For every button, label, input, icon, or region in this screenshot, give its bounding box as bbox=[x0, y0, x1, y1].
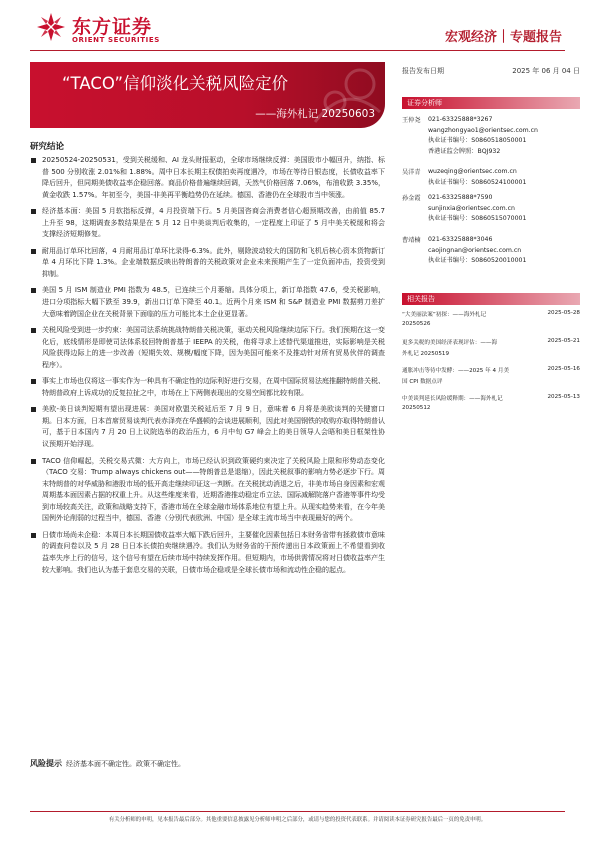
bullet-square-icon bbox=[31, 328, 36, 333]
bullet-square-icon bbox=[31, 407, 36, 412]
brand-name-en: ORIENT SECURITIES bbox=[72, 36, 160, 44]
conclusion-text: 关税风险受到进一步约束：美国司法系统挑战特朗普关税决策，驱动关税风险继续边际下行。我们预期在这一变化后，底线情形是即使司法体系驳回特朗普基于 IEEPA 的关税，他将寻求上述替代渠道推进，实际影响是关税风险获得边际上的进一步改善（短期失效、规模/幅度下降，因为美国可能来不及推动针对所有贸易伙伴的调查程序）。 bbox=[42, 326, 385, 369]
orient-logo-icon bbox=[36, 12, 66, 42]
research-conclusions bbox=[30, 155, 385, 581]
analysts-heading: 证券分析师 bbox=[402, 97, 580, 109]
header-divider bbox=[30, 50, 565, 51]
analyst-name: 孙金霞 bbox=[402, 195, 421, 202]
title-banner bbox=[30, 62, 385, 128]
conclusion-item bbox=[30, 404, 385, 450]
related-report-title-cont[interactable]: 外札记 20250519 bbox=[402, 351, 450, 357]
analyst-name: 曹靖楠 bbox=[402, 237, 421, 244]
related-report-date: 2025-05-16 bbox=[547, 366, 580, 372]
research-conclusion-heading: 研究结论 bbox=[30, 142, 65, 152]
conclusion-item bbox=[30, 246, 385, 281]
bullet-square-icon bbox=[31, 288, 36, 293]
conclusion-text: 耐用品订单环比回落，4 月耐用品订单环比录得-6.3%。此外，剔除波动较大的国防和飞机后核心资本货物新订单 4 月环比下降 1.3%。企业端数据反映出特朗普的关税政策对企业未来预期产生了一定负面冲击，投资受到抑制。 bbox=[42, 246, 385, 278]
conclusion-item bbox=[30, 530, 385, 576]
related-report-title-cont[interactable]: 20250526 bbox=[402, 321, 431, 327]
conclusion-item bbox=[30, 206, 385, 241]
conclusion-item bbox=[30, 376, 385, 399]
report-category: 宏观经济｜专题报告 bbox=[444, 30, 562, 45]
brand-name: 东方证券 bbox=[72, 16, 153, 38]
conclusion-text: 美欧-美日谈判短期有望出现进展：美国对欧盟关税延后至 7 月 9 日，意味着 6 月将是美欧谈判的关键窗口期。日本方面，日本首席贸易谈判代表赤泽亮在华盛顿的会谈进展顺利，因此对美国钢铁的收购亦取得特朗普认可，基于日本国内 7 月 20 日上议院选举的政治压力，6 月中旬 G7 峰会上的美日领导人会晤和美日框架性协议预期开始浮现。 bbox=[42, 405, 385, 449]
analyst-cert: 执业证书编号：S0860520010001 bbox=[428, 257, 527, 264]
related-report-item[interactable] bbox=[402, 366, 580, 394]
risk-warning bbox=[30, 758, 185, 769]
analyst-phone: 021-63325888*7590 bbox=[428, 194, 493, 201]
related-report-title-cont[interactable]: 国 CPI 数据点评 bbox=[402, 379, 443, 385]
bullet-square-icon bbox=[31, 249, 36, 254]
analyst-phone: 021-63325888*3267 bbox=[428, 116, 493, 123]
related-report-title[interactable]: 中美谈判延长风险缓释期：——海外札记 bbox=[402, 396, 503, 402]
report-subtitle: ——海外札记 20250603 bbox=[255, 108, 375, 120]
conclusion-item bbox=[30, 155, 385, 201]
related-report-title[interactable]: “大美丽法案”初探：——海外札记 bbox=[402, 312, 487, 318]
conclusion-text: TACO 信仰崛起，关税交易式微：大方向上，市场已经认识到政策硬约束决定了关税风险上限和形势动态变化（TACO 交易：Trump always chickens out——特朗普总是退缩），因此关税叙事的影响力势必逐步下行。周末特朗普的对华威胁和港股市场的低开高走继续印证这一判断。在关税扰动消退之后，非美市场自身因素和宏观周期基本面因素占据的权重上升。从这些维度来看，近期香港推动稳定币立法、国际减解院落户香港等事件均受到市场较高关注，政策和战略支持下，香港市场在全球金融市场体系地位有望上升。从现实趋势来看，在今年美国例外论削弱的过程当中，德国、香港（分别代表欧洲、中国）是全球主流市场当中表现最好的两个。 bbox=[42, 456, 385, 523]
related-report-item[interactable] bbox=[402, 338, 580, 366]
bullet-square-icon bbox=[31, 459, 36, 464]
analyst-cert: 执业证书编号：S0860515070001 bbox=[428, 215, 527, 222]
risk-label: 风险提示 bbox=[30, 759, 62, 768]
bullet-square-icon bbox=[31, 209, 36, 214]
bullet-square-icon bbox=[31, 533, 36, 538]
analyst-phone: 021-63325888*3046 bbox=[428, 236, 493, 243]
analyst-cert: 执业证书编号：S0860524100001 bbox=[428, 178, 527, 186]
bullet-square-icon bbox=[31, 158, 36, 163]
report-title: “TACO”信仰淡化关税风险定价 bbox=[62, 74, 289, 93]
conclusion-text: 事实上市场也仅将这一事实作为一种具有不确定性的边际利好进行交易，在周中国际贸易法庭推翻特朗普关税、特朗普政府上诉成功的反复拉扯之中，市场在上下两侧表现出的交易空间都比较有限。 bbox=[42, 377, 385, 397]
related-report-date: 2025-05-21 bbox=[547, 338, 580, 344]
analyst-cert: 执业证书编号：S0860518050001 bbox=[428, 137, 527, 144]
related-report-title[interactable]: 通胀冲击等待中发酵：——2025 年 4 月美 bbox=[402, 368, 510, 374]
related-report-title[interactable]: 更多关税的美国经济表现评估：——海 bbox=[402, 340, 498, 346]
conclusion-text: 美国 5 月 ISM 制造业 PMI 指数为 48.5，已连续三个月萎缩。具体分项上，新订单指数 47.6，受关税影响，进口分项指标大幅下跌至 39.9，新出口订单下降至 40.1。近两个月来 ISM 和 S&P 制造业 PMI 数据剪刀差扩大意味着跨国企业在关税背景下面临的压力可能比本土企业更显著。 bbox=[42, 286, 385, 318]
analyst-email[interactable]: wuzeqing@orientsec.com.cn bbox=[428, 168, 517, 175]
conclusion-item bbox=[30, 325, 385, 371]
related-report-title-cont[interactable]: 20250512 bbox=[402, 405, 431, 411]
related-report-item[interactable] bbox=[402, 310, 580, 338]
related-report-date: 2025-05-28 bbox=[547, 310, 580, 316]
conclusion-text: 日债市场尚未企稳：本周日本长期国债收益率大幅下跌后回升，主要催化因素包括日本财务省带有拯救债市意味的调查问卷以及 5 月 28 日日本长债拍卖继续遇冷。我们认为财务省的干预传递出日本政策面上不希望看到收益率失序上行的信号，这个信号有望在后续市场中持续发挥作用。但短期内，市场供需情况将对日债收益率产生较大影响。我们也认为基于套息交易的关联，日债市场企稳或是全球长债市场和流动性企稳的起点。 bbox=[42, 530, 385, 574]
conclusion-item bbox=[30, 285, 385, 320]
analyst-email[interactable]: wangzhongyao1@orientsec.com.cn bbox=[428, 126, 538, 134]
risk-text: 经济基本面不确定性。政策不确定性。 bbox=[66, 760, 185, 768]
conclusion-text: 经济基本面：美国 5 月软指标反弹，4 月投资端下行。5 月美国咨商会消费者信心超预期改善，由前值 85.7 上升至 98，这期调查多数结果是在 5 月 12 日中美谈判后收集的，一定程度上印证了 5 月中美关税缓和将会支撑经济短期修复。 bbox=[42, 207, 385, 239]
related-report-date: 2025-05-13 bbox=[547, 394, 580, 400]
conclusion-text: 20250524-20250531，受到关税缓和、AI 龙头财报驱动，全球市场继续反弹：美国股市小幅回升，纳指、标普 500 分别收涨 2.01%和 1.88%。周中日本长期主权债拍卖再度遇冷，市场在等待日银态度，长债收益率下降后回升，但同期美债收益率企稳回落。商品价格普遍继续回调，天然气价格回落 7.06%，布油收跌 3.35%，黄金收跌 1.57%。年初至今，美国-非美再平衡趋势仍在延续。德国、香港仍在全球股市当中领涨。 bbox=[42, 156, 385, 199]
report-date-value: 2025 年 06 月 04 日 bbox=[512, 67, 580, 75]
analyst-hk-license: 香港证监会牌照：BQJ932 bbox=[428, 147, 501, 155]
conclusion-item bbox=[30, 456, 385, 525]
footer-disclaimer: 有关分析师的申明，见本报告最后部分。其他重要信息披露见分析师申明之后部分，或请与您的投资代表联系。并请阅读本证券研究报告最后一页的免责申明。 bbox=[108, 817, 487, 823]
report-date-label: 报告发布日期 bbox=[402, 67, 444, 75]
related-reports bbox=[402, 310, 580, 422]
analyst-name: 吴洋青 bbox=[402, 169, 421, 176]
footer-divider bbox=[30, 811, 565, 812]
analyst-email[interactable]: sunjinxia@orientsec.com.cn bbox=[428, 204, 515, 212]
bullet-square-icon bbox=[31, 379, 36, 384]
analyst-email[interactable]: caojingnan@orientsec.com.cn bbox=[428, 246, 522, 254]
related-heading: 相关报告 bbox=[402, 293, 580, 305]
analyst-name: 王仲尧 bbox=[402, 117, 421, 124]
related-report-item[interactable] bbox=[402, 394, 580, 422]
logo bbox=[36, 12, 166, 46]
